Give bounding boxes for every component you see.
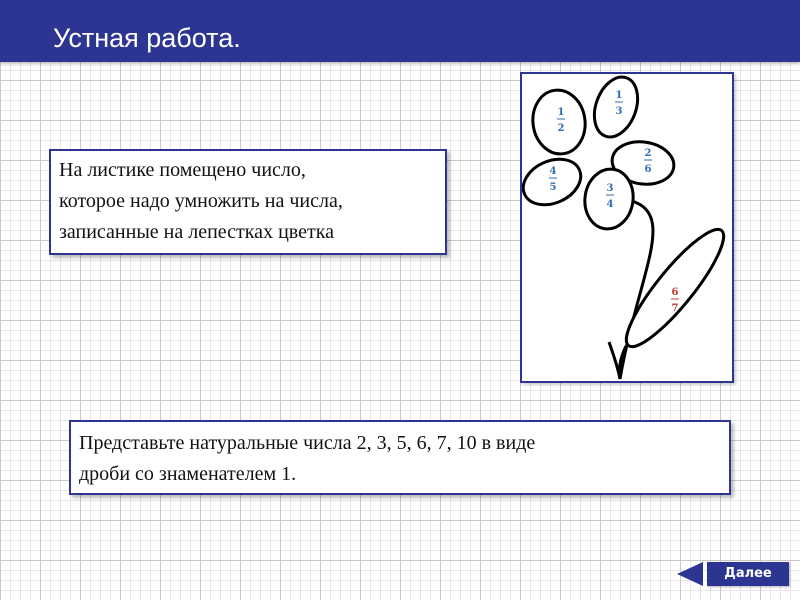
fraction-denominator: 2 <box>557 123 565 134</box>
petal <box>529 87 589 158</box>
fraction-numerator: 3 <box>606 183 614 194</box>
flower-drawing <box>522 74 732 381</box>
flower-picture <box>520 72 734 383</box>
triangle-left-icon <box>676 561 704 587</box>
fraction-denominator: 3 <box>615 106 623 117</box>
title-bar <box>0 0 800 62</box>
instruction-line: которое надо умножить на числа, <box>59 190 343 212</box>
instruction-line: На листике помещено число, <box>59 159 306 181</box>
fraction-denominator: 6 <box>644 164 652 175</box>
slide-title: Устная работа. <box>53 23 241 53</box>
stem-base <box>609 342 620 379</box>
fraction-numerator: 2 <box>644 148 652 159</box>
fraction-denominator: 7 <box>671 303 679 314</box>
fraction-denominator: 5 <box>549 182 557 193</box>
task-line: Представьте натуральные числа 2, 3, 5, 6, 7, 10 в виде <box>79 432 536 454</box>
fraction-numerator: 1 <box>557 107 565 118</box>
fraction-numerator: 1 <box>615 90 623 101</box>
instruction-line: записанные на лепестках цветка <box>59 221 334 243</box>
back-button[interactable] <box>676 561 704 587</box>
fraction-denominator: 4 <box>606 199 614 210</box>
next-button[interactable]: Далее <box>707 562 789 586</box>
instruction-box <box>49 149 447 255</box>
task-box <box>69 420 731 495</box>
task-line: дроби со знаменателем 1. <box>79 463 297 485</box>
fraction-numerator: 4 <box>549 166 557 177</box>
fraction-numerator: 6 <box>671 287 679 298</box>
